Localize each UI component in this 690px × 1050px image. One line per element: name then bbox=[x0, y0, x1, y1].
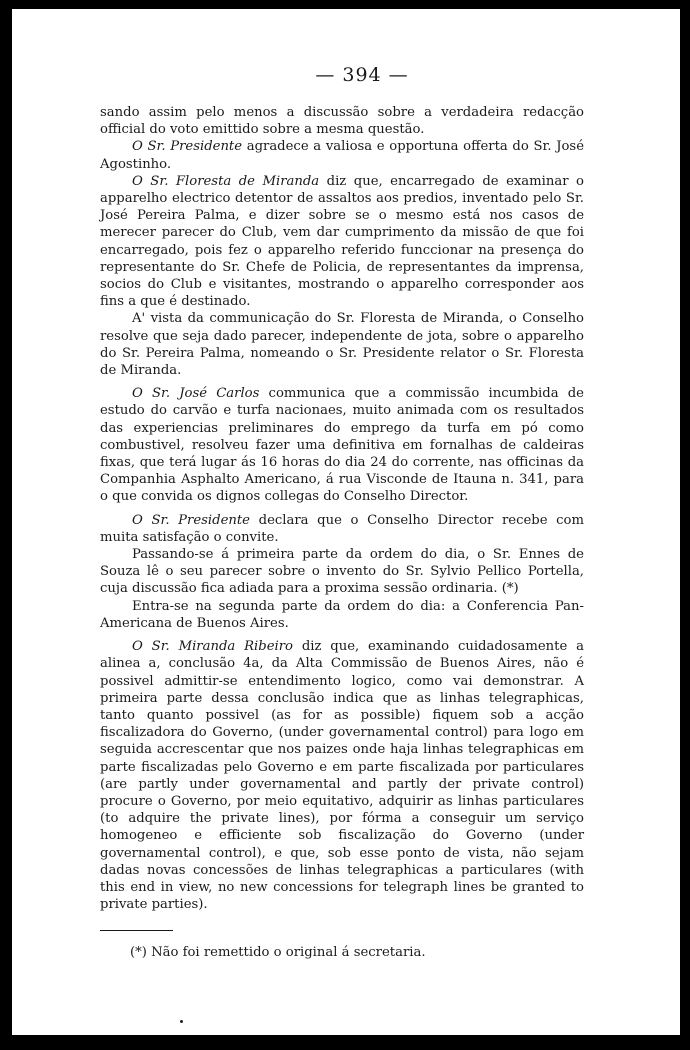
scan-speck bbox=[180, 1020, 183, 1023]
scan-border-left bbox=[0, 0, 12, 1050]
paragraph-continuation bbox=[100, 104, 584, 138]
paragraph-presidente-declara bbox=[100, 512, 584, 546]
paragraph-text: A' vista da communicação do Sr. Floresta de Miranda, o Conselho resolve que seja dado parecer, independente de jota, sobre o apparelho do Sr. Pereira Palma, nomeando o Sr. Presidente relator o Sr. Floresta de Miranda. bbox=[100, 311, 584, 379]
paragraph-text: declara que o Conselho Director recebe com muita satisfação o convite. bbox=[100, 512, 584, 545]
paragraph-text: diz que, encarregado de examinar o apparelho electrico detentor de assaltos aos predios, inventado pelo Sr. José Pereira Palma, e dizer sobre se o mesmo está nos casos de merecer parecer do Club, vem dar cumprimento da missão de que foi encarregado, pois fez o apparelho referido funccionar na presença do representante do Sr. Chefe de Policia, de representantes da imprensa, socios do Club e visitantes, mostrando o apparelho corresponder aos fins a que é destinado. bbox=[100, 173, 584, 310]
paragraph-text: agradece a valiosa e opportuna offerta do Sr. José Agostinho. bbox=[100, 139, 585, 172]
paragraph-jose-carlos bbox=[100, 385, 584, 505]
paragraph-text: communica que a commissão incumbida de estudo do carvão e turfa nacionaes, muito animada com os resultados das experiencias preliminares do emprego da turfa em pó como combustivel, resolveu fazer uma definitiva em fornalhas de caldeiras fixas, que terá lugar ás 16 horas do dia 24 do corrente, nas officinas da Companhia Asphalto Americano, á rua Visconde de Itauna n. 341, para o que convida os dignos collegas do Conselho Director. bbox=[100, 386, 584, 505]
speaker-name: O Sr. Miranda Ribeiro bbox=[132, 639, 293, 655]
paragraph-text: Entra-se na segunda parte da ordem do dia: a Conferencia Pan-Americana de Buenos Aires. bbox=[100, 598, 584, 631]
paragraph-miranda-ribeiro bbox=[100, 638, 584, 913]
footnote-divider bbox=[100, 930, 173, 931]
speaker-name: O Sr. Presidente bbox=[132, 139, 243, 155]
paragraph-presidente-agradece bbox=[100, 138, 584, 172]
paragraph-primeira-parte bbox=[100, 546, 584, 598]
page-number: — 394 — bbox=[315, 64, 409, 86]
scan-border-bottom bbox=[0, 1035, 690, 1050]
scan-border-right bbox=[680, 0, 690, 1050]
footnote: (*) Não foi remettido o original á secretaria. bbox=[130, 945, 426, 961]
paragraph-conselho-resolve bbox=[100, 310, 584, 379]
speaker-name: O Sr. Floresta de Miranda bbox=[132, 173, 320, 189]
speaker-name: O Sr. José Carlos bbox=[132, 386, 260, 402]
paragraph-text: diz que, examinando cuidadosamente a alinea a, conclusão 4a, da Alta Commissão de Buenos Aires, não é possivel admittir-se entendimento logico, como vai demonstrar. A primeira parte dessa conclusão indica que as linhas telegraphicas, tanto quanto possivel (as for as possible) fiquem sob a acção fiscalizadora do Governo, (under governamental control) para logo em seguida accrescentar que nos paizes onde haja linhas telegraphicas em parte fiscalizadas pelo Governo e em parte fiscalizada por particulares (are partly under governamental and partly der private control) procure o Governo, por meio equitativo, adquirir as linhas particulares (to adquire the private lines), por fórma a conseguir um serviço homogeneo e efficiente sob fiscalização do Governo (under governamental control), e que, sob esse ponto de vista, não sejam dadas novas concessões de linhas telegraphicas a particulares (with this end in view, no new concessions for telegraph lines be granted to private parties). bbox=[100, 639, 584, 913]
scan-border-top bbox=[0, 0, 690, 9]
paragraph-segunda-parte bbox=[100, 598, 584, 632]
paragraph-text: Passando-se á primeira parte da ordem do dia, o Sr. Ennes de Souza lê o seu parecer sobre o invento do Sr. Sylvio Pellico Portella, cuja discussão fica adiada para a proxima sessão ordinaria. (*) bbox=[100, 547, 584, 597]
speaker-name: O Sr. Presidente bbox=[132, 512, 250, 528]
paragraph-text: sando assim pelo menos a discussão sobre a verdadeira redacção official do voto emittido sobre a mesma questão. bbox=[100, 105, 584, 138]
paragraph-floresta-de-miranda bbox=[100, 173, 584, 311]
document-page bbox=[100, 60, 584, 961]
